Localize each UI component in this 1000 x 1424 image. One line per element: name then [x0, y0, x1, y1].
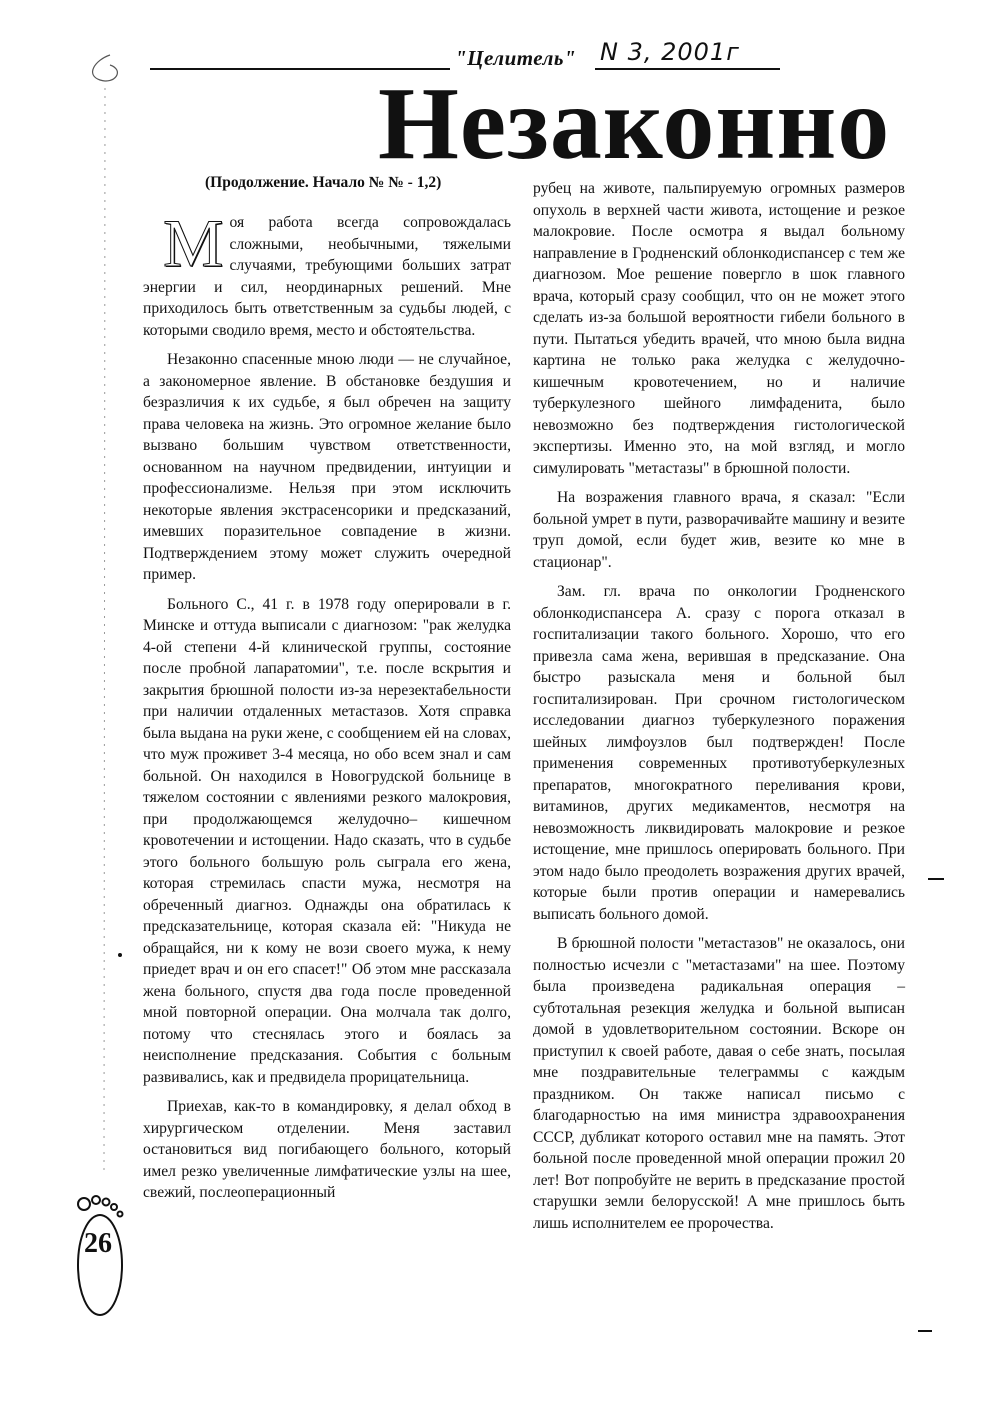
paragraph: Моя работа всегда сопровождалась сложными, необычными, тяжелыми случаями, требующими больших затрат энергии и сил, неординарных решений. Мне приходилось быть ответственным за судьбы людей, с которыми сводило время, место и обстоятельства. — [143, 205, 511, 339]
scan-mark — [918, 1330, 932, 1332]
paragraph: Приехав, как-то в командировку, я делал обход в хирургическом отделении. Меня заставил остановиться вид погибающего больного, который имел резко увеличенные лимфатические узлы на шее, свежий, послеоперационный — [143, 1098, 511, 1201]
scan-mark — [118, 953, 122, 957]
paragraph: В брюшной полости "метастазов" не оказалось, они полностью исчезли с "метастазами" на шее. Поэтому была произведена радикальная операция – субтотальная резекция желудка и больной выписан домой в удовлетворительном состоянии. Вскоре он приступил к своей работе, давая о себе знать, посылая мне поздравительные телеграммы с каждым праздником. Он также написал письмо с благодарностью на имя министра здравоохранения СССР, дубликат которого оставил мне на память. Этот больной после проведенной мной операции прожил 20 лет! Вот попробуйте не верить в предсказание простой старушки земли белорусской! А мне пришлось быть лишь исполнителем ее пророчества. — [533, 935, 905, 1232]
drop-cap: М — [163, 205, 224, 281]
paragraph: На возражения главного врача, я сказал: "Если больной умрет в пути, разворачивайте машину и везите труп домой, если будет жив, везите ко мне в стационар". — [533, 489, 905, 571]
page-number: 26 — [84, 1228, 112, 1259]
publication-name: "Целитель" — [455, 46, 577, 70]
scan-mark — [928, 878, 944, 880]
paragraph: Незаконно спасенные мною люди — не случайное, а закономерное явление. В обстановке бездушия и безразличия к их судьбе, я был обречен на защиту права человека на жизнь. Это огромное желание было вызвано большим чувством ответственности, основанном на научном предвидении, интуиции и профессионализме. Нельзя при этом исключить некоторые явления экстрасенсорики и предсказаний, имевших поразительное совпадение в жизни. Подтверждением этому может служить очередной пример. — [143, 351, 511, 583]
issue-handwritten-note: N 3, 2001г — [600, 38, 740, 66]
paragraph: Больного С., 41 г. в 1978 году оперировали в г. Минске и оттуда выписали с диагнозом: "рак желудка 4-ой степени 4-й клинической группы, состояние после пробной лапаратомии", т.е. после вскрытия и закрытия брюшной полости из-за нерезектабельности при наличии отдаленных метастазов. Хотя справка была выдана на руки жене, с сообщением ей на словах, что муж проживет 3-4 месяца, но обо всем знал и сам больной. Он находился в Новогрудской больнице в тяжелом состоянии с явлениями резкого малокровия, при продолжающемся желудочно– кишечном кровотечении и истощении. Надо сказать, что в судьбе этого больного большую роль сыграла его жена, которая стремилась спасти мужа, несмотря на обреченный диагноз. Однажды она обратилась к предсказательнице, которая сказала ей: "Никуда не обращайся, ни к кому не вози своего мужа, к нему приедет врач и он его спасет!" Об этом мне рассказала жена больного, спустя два года после проведенной мной повторной операции. Она молчала так долго, потому что стеснялась этого и боялась за неисполнение предсказания. События с больным развивались, как и предвидела прорицательница. — [143, 595, 511, 1086]
article-subtitle: (Продолжение. Начало № № - 1,2) — [205, 174, 442, 191]
vine-ornament — [80, 50, 140, 1330]
article-title: Незаконно — [378, 66, 891, 181]
right-column — [533, 178, 905, 1242]
paragraph: Зам. гл. врача по онкологии Гродненского облонкодиспансера А. сразу с порога отказал в госпитализации такого больного. Хорошо, что его привезла сама жена, верившая в предсказание. Она быстро разыскала меня и больной был госпитализирован. При срочном гистологическом исследовании диагноз туберкулезного поражения шейных лимфоузлов был подтвержден! После применения современных противотуберкулезных препаратов, многократного переливания крови, витаминов, других медикаментов, несмотря на невозможность ликвидировать малокровие и резкое истощение, мне пришлось оперировать больного. При этом надо было преодолеть возражения других врачей, которые были против операции и намеревались выписать больного домой. — [533, 583, 905, 923]
left-column — [143, 205, 511, 1212]
paragraph: рубец на животе, пальпируемую огромных размеров опухоль в верхней части живота, истощение и резкое малокровие. После осмотра я выдал больному направление в Гродненский облонкодиспансер с тем же диагнозом. Мое решение повергло в шок главного врача, который сразу сообщил, что он не может этого сделать из-за большой вероятности гибели больного в пути. Пытаться убедить врачей, что мною была видна картина не только рака желудка с желудочно-кишечным кровотечением, но и наличие туберкулезного шейного лимфаденита, было невозможно без подтверждения гистологической экспертизы. Именно это, на мой взгляд, и могло симулировать "метастазы" в брюшной полости. — [533, 180, 905, 477]
